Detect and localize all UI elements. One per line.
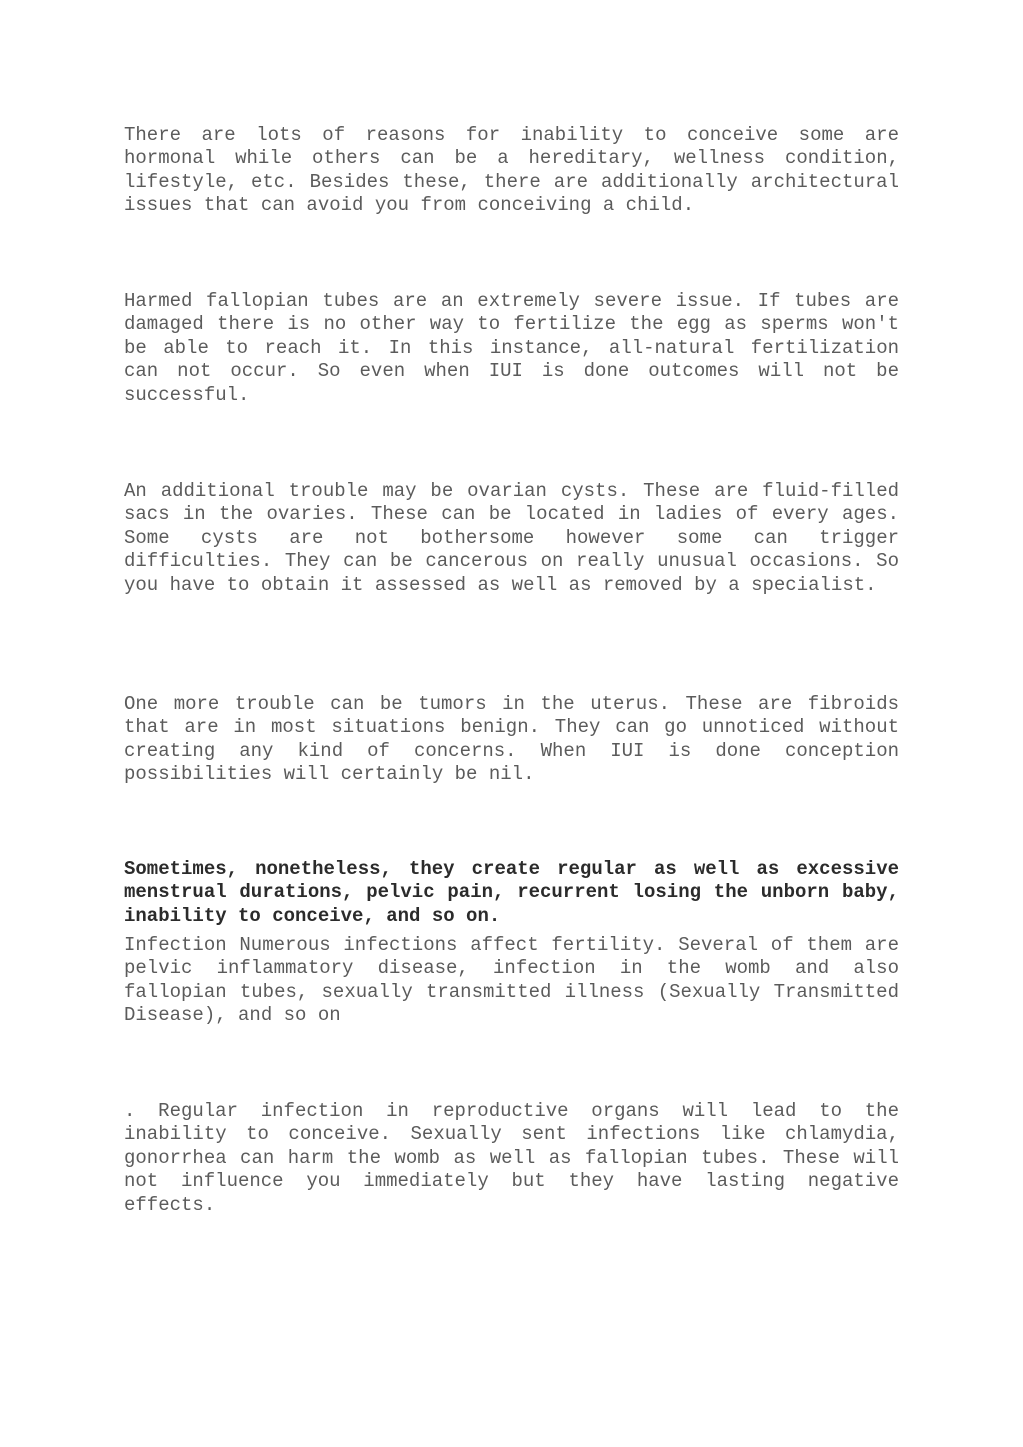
paragraph-uterine-tumors: One more trouble can be tumors in the uterus. These are fibroids that are in most situations benign. They can go unnoticed without creating any kind of concerns. When IUI is done conception possibilities will certainly be nil. [124,693,899,786]
paragraph-reasons: There are lots of reasons for inability to conceive some are hormonal while others can be a hereditary, wellness condition, lifestyle, etc. Besides these, there are additionally architectural issues that can avoid you from conceiving a child. [124,124,899,217]
paragraph-ovarian-cysts: An additional trouble may be ovarian cysts. These are fluid-filled sacs in the ovaries. These can be located in ladies of every ages. Some cysts are not bothersome however some can trigger difficulties. They can be cancerous on really unusual occasions. So you have to obtain it assessed as well as removed by a specialist. [124,480,899,596]
paragraph-infection: Infection Numerous infections affect fertility. Several of them are pelvic inflammatory disease, infection in the womb and also fallopian tubes, sexually transmitted illness (Sexually Transmitted Disease), and so on [124,934,899,1027]
paragraph-regular-infection: . Regular infection in reproductive organs will lead to the inability to conceive. Sexually sent infections like chlamydia, gonorrhea can harm the womb as well as fallopian tubes. These will not influence you immediately but they have lasting negative effects. [124,1100,899,1216]
paragraph-fallopian-tubes: Harmed fallopian tubes are an extremely severe issue. If tubes are damaged there is no other way to fertilize the egg as sperms won't be able to reach it. In this instance, all-natural fertilization can not occur. So even when IUI is done outcomes will not be successful. [124,290,899,406]
paragraph-symptoms-bold: Sometimes, nonetheless, they create regular as well as excessive menstrual durations, pelvic pain, recurrent losing the unborn baby, inability to conceive, and so on. [124,858,899,927]
